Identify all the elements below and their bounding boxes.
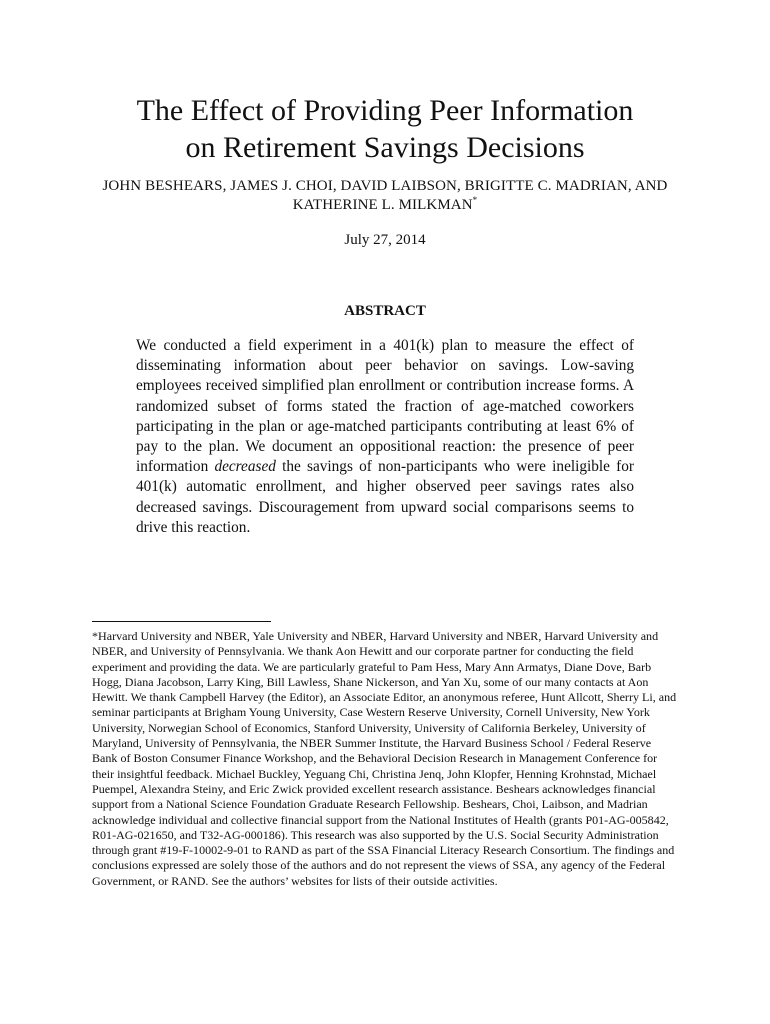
abstract-emphasis: decreased: [214, 458, 276, 476]
title-line-1: The Effect of Providing Peer Information: [136, 94, 634, 127]
author-footnote-mark: *: [472, 195, 478, 205]
title-line-2: on Retirement Savings Decisions: [185, 131, 585, 164]
abstract-heading: ABSTRACT: [344, 303, 426, 319]
authors-line-1: JOHN BESHEARS, JAMES J. CHOI, DAVID LAIBSON, BRIGITTE C. MADRIAN, AND: [102, 178, 668, 194]
abstract-text-part-1: We conducted a field experiment in a 401(k) plan to measure the effect of disseminating information about peer behavior on savings. Low-saving employees received simplified plan enrollment or contribution increase forms. A randomized subset of forms stated the fraction of age-matched coworkers participating in the plan or age-matched participants contributing at least 6% of pay to the plan. We document an oppositional reaction: the presence of peer information: [136, 337, 634, 476]
affiliation-footnote: *Harvard University and NBER, Yale University and NBER, Harvard University and NBER, Harvard University and NBER, and University of Pennsylvania. We thank Aon Hewitt and our corporate partner for conducting the field experiment and providing the data. We are particularly grateful to Pam Hess, Mary Ann Armatys, Diane Dove, Barb Hogg, Diana Jacobson, Larry King, Bill Lawless, Shane Nickerson, and Yan Xu, some of our many contacts at Aon Hewitt. We thank Campbell Harvey (the Editor), an Associate Editor, an anonymous referee, Hunt Allcott, Sherry Li, and seminar participants at Brigham Young University, Case Western Reserve University, Cornell University, New York University, Norwegian School of Economics, Stanford University, University of California Berkeley, University of Maryland, University of Pennsylvania, the NBER Summer Institute, the Harvard Business School / Federal Reserve Bank of Boston Consumer Finance Workshop, and the Behavioral Decision Research in Management Conference for their insightful feedback. Michael Buckley, Yeguang Chi, Christina Jenq, John Klopfer, Henning Krohnstad, Michael Puempel, Alexandra Steiny, and Eric Zwick provided excellent research assistance. Beshears acknowledges financial support from a National Science Foundation Graduate Research Fellowship. Beshears, Choi, Laibson, and Madrian acknowledge individual and collective financial support from the National Institutes of Health (grants P01-AG-005842, R01-AG-021650, and T32-AG-000186). This research was also supported by the U.S. Social Security Administration through grant #19-F-10002-9-01 to RAND as part of the SSA Financial Literacy Research Consortium. The findings and conclusions expressed are solely those of the authors and do not represent the views of SSA, any agency of the Federal Government, or RAND. See the authors’ websites for lists of their outside activities.: [92, 629, 677, 888]
paper-date: July 27, 2014: [344, 232, 426, 248]
footnote-divider: [92, 621, 271, 622]
paper-title: [0, 92, 770, 166]
authors-line-2: KATHERINE L. MILKMAN: [292, 197, 473, 213]
author-list: [80, 177, 690, 215]
abstract-text-part-2: the savings of non-participants who were ineligible for 401(k) automatic enrollment, and higher observed peer savings rates also decreased savings. Discouragement from upward social comparisons seems to drive this reaction.: [136, 458, 634, 536]
abstract-text: [136, 336, 634, 538]
